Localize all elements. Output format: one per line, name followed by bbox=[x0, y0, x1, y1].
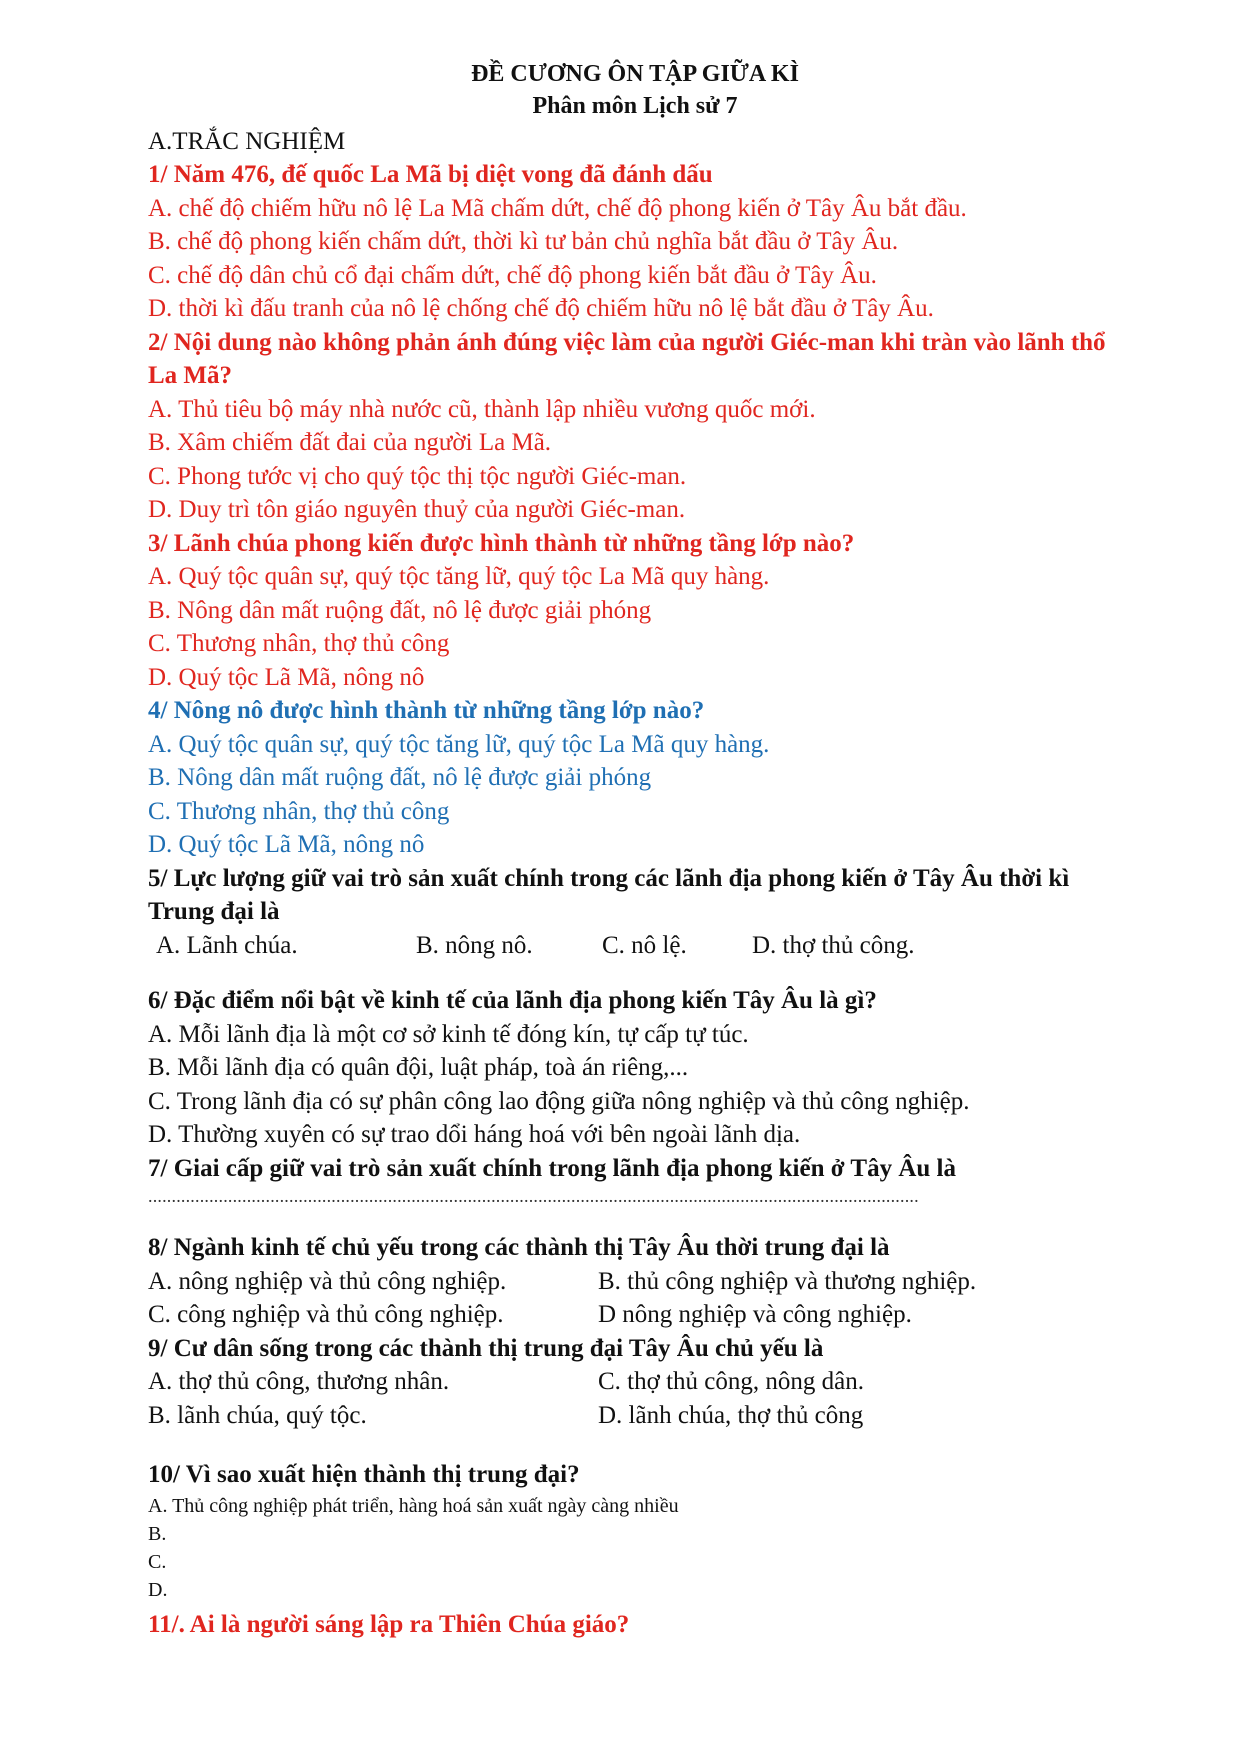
question-text: 1/ Năm 476, đế quốc La Mã bị diệt vong đã đánh dấu bbox=[148, 161, 713, 188]
answer-b: B. Mỗi lãnh địa có quân đội, luật pháp, toà án riêng,... bbox=[148, 1054, 689, 1081]
document-title bbox=[0, 58, 1241, 122]
answer-c: C. Thương nhân, thợ thủ công bbox=[148, 630, 450, 657]
question-text: 2/ Nội dung nào không phản ánh đúng việc làm của người Giéc-man khi tràn vào lãnh thổ La Mã? bbox=[148, 328, 1106, 389]
answer-d: D. Thường xuyên có sự trao dổi háng hoá với bên ngoài lãnh dịa. bbox=[148, 1121, 801, 1148]
answer-d: D. thợ thủ công. bbox=[752, 931, 915, 959]
question-text: 6/ Đặc điểm nổi bật về kinh tế của lãnh địa phong kiến Tây Âu là gì? bbox=[148, 987, 877, 1014]
answer-d: D. Quý tộc Lã Mã, nông nô bbox=[148, 831, 425, 858]
answer-row bbox=[148, 1265, 1128, 1299]
answer-d: D nông nghiệp và công nghiệp. bbox=[598, 1301, 912, 1328]
title-line-2: Phân môn Lịch sử 7 bbox=[532, 93, 738, 119]
answer-blank: .................................................................................................................................................................... bbox=[148, 1187, 919, 1205]
title-line-1: ĐỀ CƯƠNG ÔN TẬP GIỮA KÌ bbox=[471, 61, 799, 87]
answer-c: C. công nghiệp và thủ công nghiệp. bbox=[148, 1301, 504, 1328]
answer-d: D. thời kì đấu tranh của nô lệ chống chế độ chiếm hữu nô lệ bắt đầu ở Tây Âu. bbox=[148, 295, 934, 322]
question-2 bbox=[148, 326, 1128, 527]
question-text: 8/ Ngành kinh tế chủ yếu trong các thành thị Tây Âu thời trung đại là bbox=[148, 1234, 890, 1261]
answer-b: B. bbox=[148, 1522, 167, 1545]
spacer bbox=[148, 1205, 1128, 1231]
question-7 bbox=[148, 1152, 1128, 1206]
answer-c: C. Thương nhân, thợ thủ công bbox=[148, 797, 450, 825]
answer-d: D. Quý tộc Lã Mã, nông nô bbox=[148, 663, 425, 691]
question-text: 11/. Ai là người sáng lập ra Thiên Chúa giáo? bbox=[148, 1610, 630, 1638]
question-9 bbox=[148, 1332, 1128, 1433]
answer-a: A. Quý tộc quân sự, quý tộc tăng lữ, quý tộc La Mã quy hàng. bbox=[148, 730, 770, 758]
answer-c: C. Phong tước vị cho quý tộc thị tộc người Giéc-man. bbox=[148, 462, 687, 490]
answer-b: B. lãnh chúa, quý tộc. bbox=[148, 1401, 367, 1429]
question-5 bbox=[148, 862, 1128, 963]
answer-a: A. thợ thủ công, thương nhân. bbox=[148, 1368, 450, 1395]
question-3 bbox=[148, 527, 1128, 695]
answer-c: C. chế độ dân chủ cổ đại chấm dứt, chế độ phong kiến bắt đầu ở Tây Âu. bbox=[148, 261, 877, 289]
answer-c: C. Trong lãnh địa có sự phân công lao động giữa nông nghiệp và thủ công nghiệp. bbox=[148, 1087, 970, 1115]
answer-a: A. Mỗi lãnh địa là một cơ sở kinh tế đóng kín, tự cấp tự túc. bbox=[148, 1020, 749, 1048]
answer-a: A. chế độ chiếm hữu nô lệ La Mã chấm dứt, chế độ phong kiến ở Tây Âu bắt đầu. bbox=[148, 194, 967, 222]
answer-d: D. bbox=[148, 1578, 168, 1601]
answer-c: C. bbox=[148, 1550, 167, 1573]
answer-d: D. Duy trì tôn giáo nguyên thuỷ của người Giéc-man. bbox=[148, 496, 686, 523]
question-text: 3/ Lãnh chúa phong kiến được hình thành từ những tầng lớp nào? bbox=[148, 529, 855, 557]
question-text: 4/ Nông nô được hình thành từ những tầng lớp nào? bbox=[148, 697, 705, 724]
spacer bbox=[148, 1432, 1128, 1458]
answer-b: B. Xâm chiếm đất đai của người La Mã. bbox=[148, 429, 552, 456]
spacer bbox=[148, 962, 1128, 984]
answer-a: A. Quý tộc quân sự, quý tộc tăng lữ, quý tộc La Mã quy hàng. bbox=[148, 563, 770, 590]
question-10 bbox=[148, 1458, 1128, 1604]
answer-row bbox=[148, 929, 1128, 963]
answer-a: A. Thủ công nghiệp phát triển, hàng hoá sản xuất ngày càng nhiều bbox=[148, 1494, 679, 1517]
document-body bbox=[148, 126, 1128, 1641]
answer-d: D. lãnh chúa, thợ thủ công bbox=[598, 1401, 864, 1429]
section-heading: A.TRẮC NGHIỆM bbox=[148, 128, 346, 155]
question-6 bbox=[148, 984, 1128, 1152]
question-text: 9/ Cư dân sống trong các thành thị trung đại Tây Âu chủ yếu là bbox=[148, 1334, 824, 1362]
answer-row bbox=[148, 1399, 1128, 1433]
answer-b: B. Nông dân mất ruộng đất, nô lệ được giải phóng bbox=[148, 596, 652, 624]
answer-row bbox=[148, 1365, 1128, 1399]
question-text: 10/ Vì sao xuất hiện thành thị trung đại? bbox=[148, 1461, 580, 1488]
answer-a: A. Lãnh chúa. bbox=[156, 931, 298, 959]
answer-b: B. Nông dân mất ruộng đất, nô lệ được giải phóng bbox=[148, 764, 652, 791]
answer-b: B. chế độ phong kiến chấm dứt, thời kì tư bản chủ nghĩa bắt đầu ở Tây Âu. bbox=[148, 228, 899, 255]
answer-a: A. Thủ tiêu bộ máy nhà nước cũ, thành lập nhiều vương quốc mới. bbox=[148, 395, 816, 423]
question-4 bbox=[148, 694, 1128, 862]
answer-b: B. thủ công nghiệp và thương nghiệp. bbox=[598, 1267, 977, 1295]
answer-c: C. thợ thủ công, nông dân. bbox=[598, 1368, 864, 1395]
question-11 bbox=[148, 1608, 1128, 1642]
answer-c: C. nô lệ. bbox=[602, 931, 687, 959]
question-text: 5/ Lực lượng giữ vai trò sản xuất chính trong các lãnh địa phong kiến ở Tây Âu thời kì Trung đại là bbox=[148, 864, 1070, 925]
question-1 bbox=[148, 158, 1128, 326]
answer-a: A. nông nghiệp và thủ công nghiệp. bbox=[148, 1267, 507, 1295]
question-8 bbox=[148, 1231, 1128, 1332]
question-text: 7/ Giai cấp giữ vai trò sản xuất chính trong lãnh địa phong kiến ở Tây Âu là bbox=[148, 1154, 956, 1182]
answer-row bbox=[148, 1298, 1128, 1332]
answer-b: B. nông nô. bbox=[416, 931, 533, 959]
